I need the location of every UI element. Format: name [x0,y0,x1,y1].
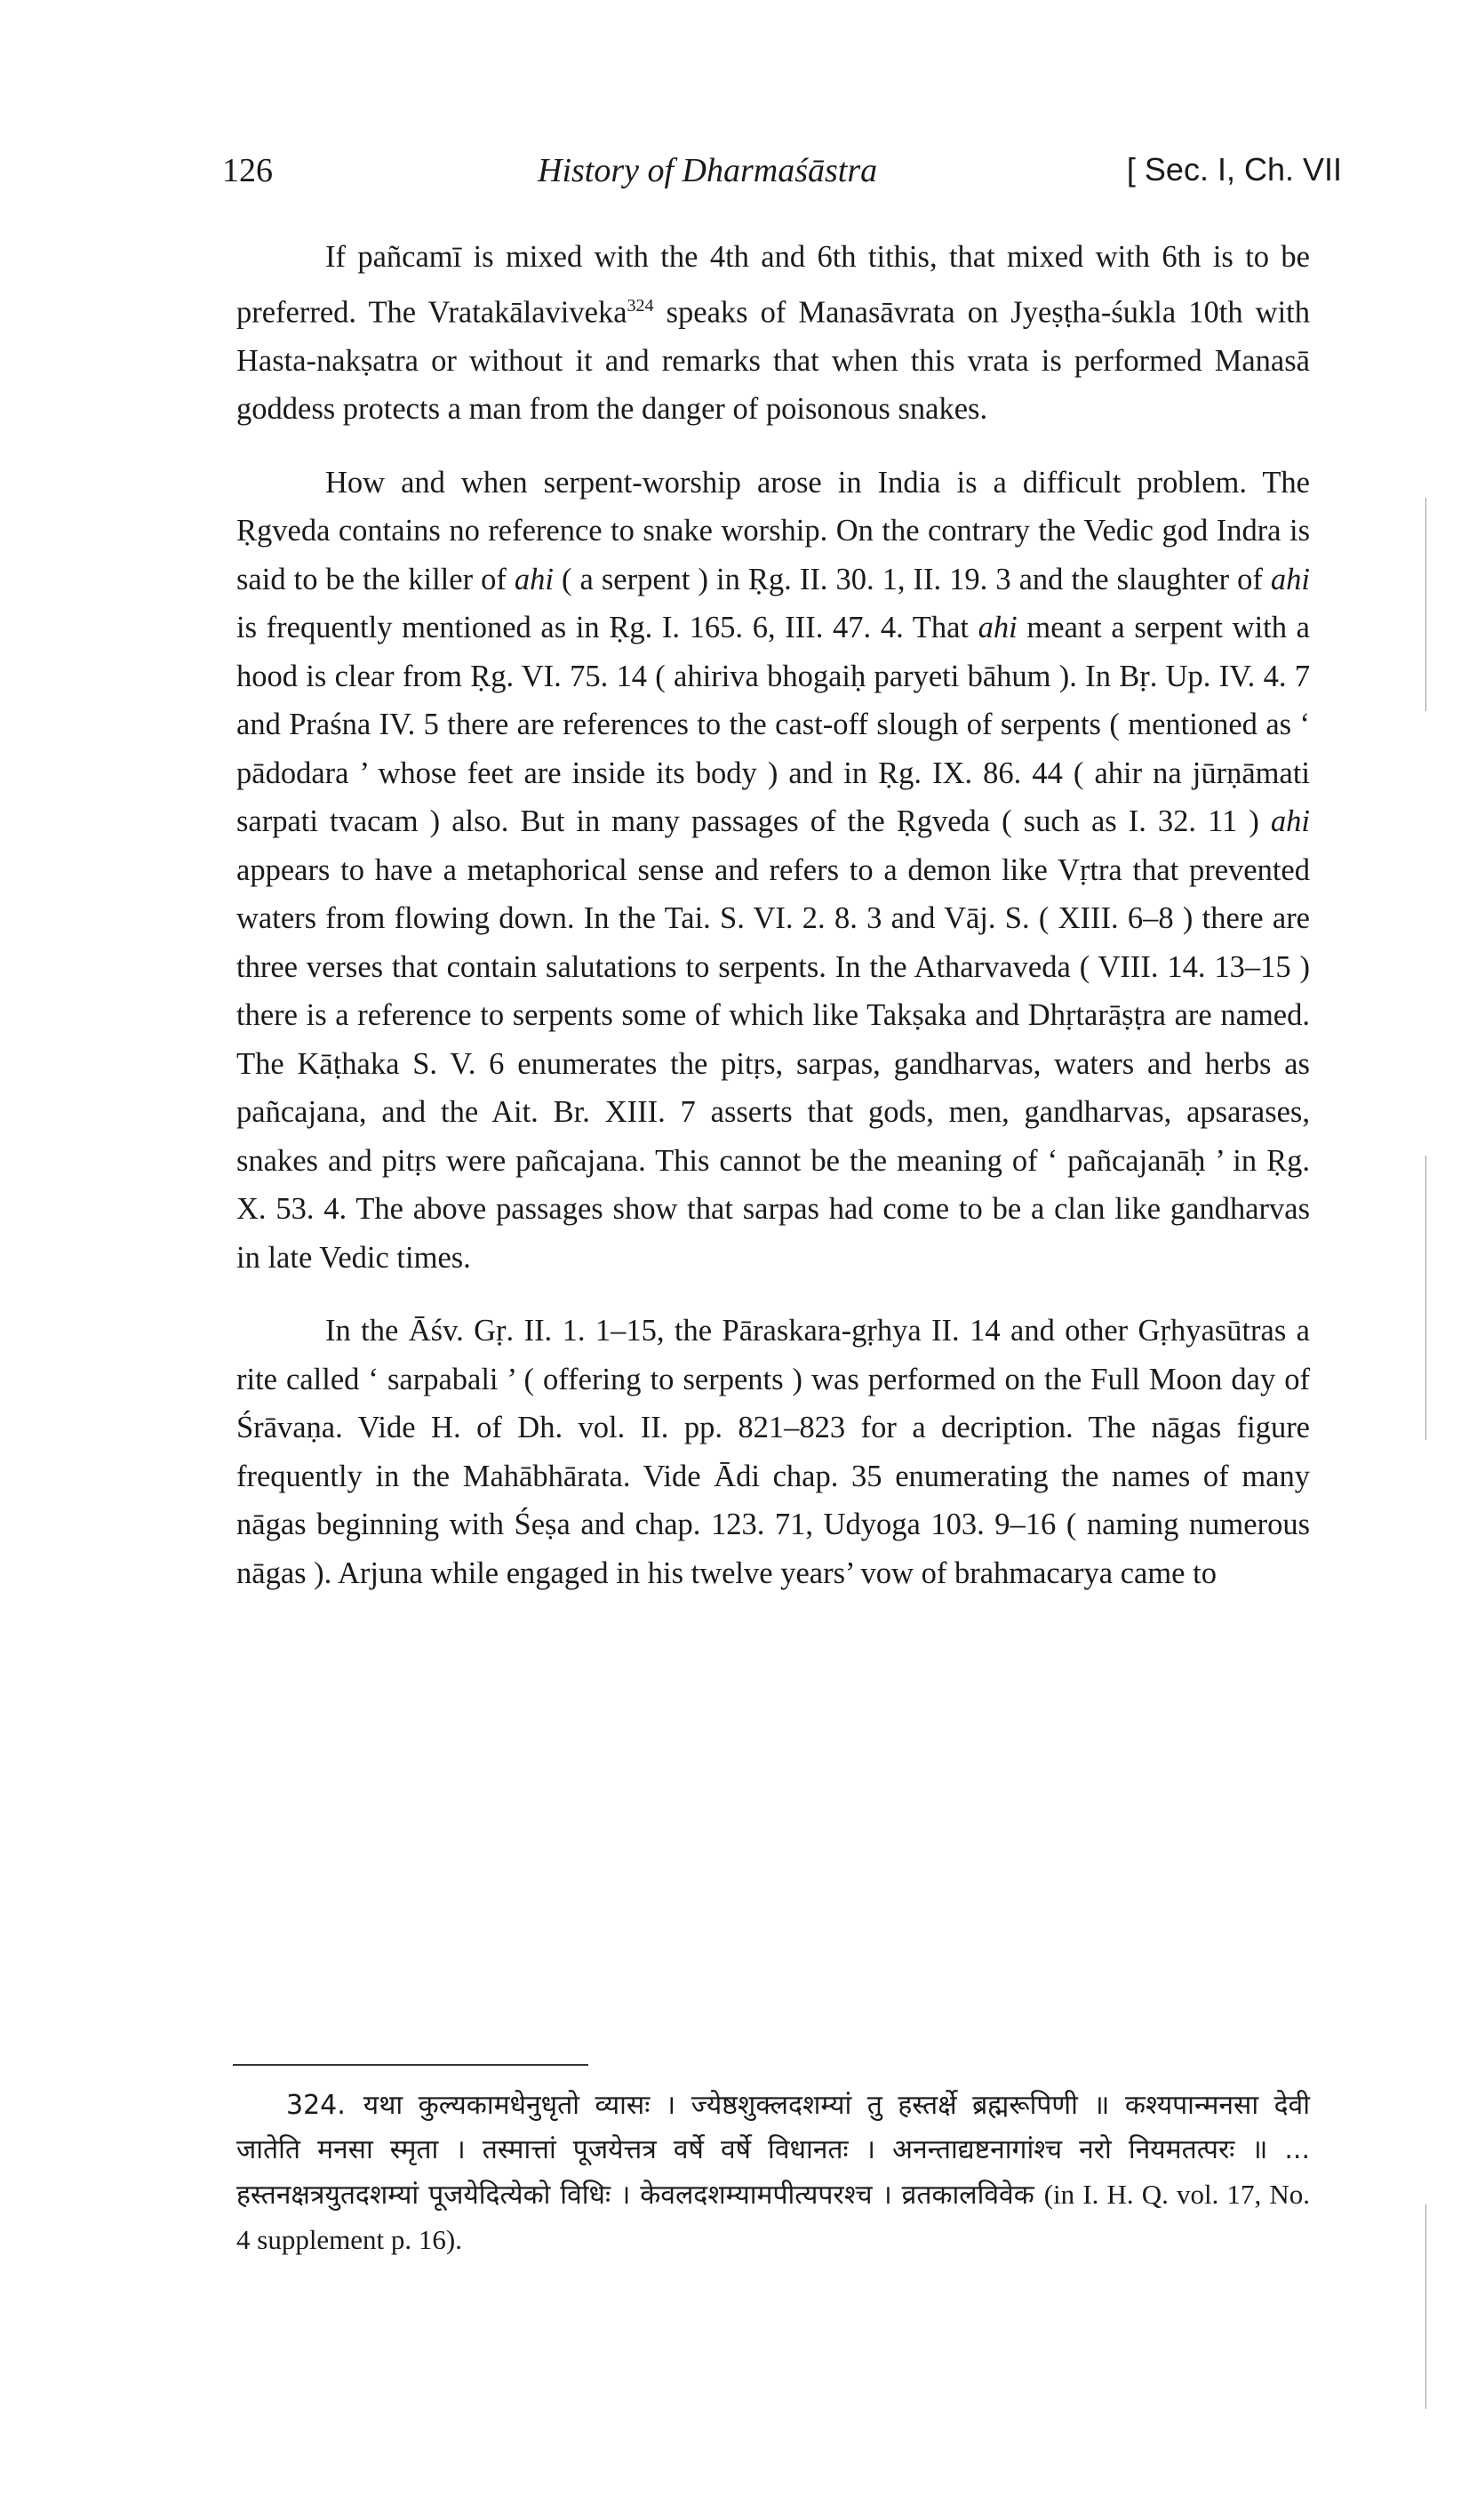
scan-edge-line [1425,2204,1426,2409]
footnote-marker: 324 [627,295,654,316]
footnote [236,2084,1310,2263]
running-title: History of Dharmaśāstra [538,152,878,189]
scan-edge-line [1425,498,1426,711]
footnote-number: 324. [286,2090,346,2121]
footnote-divider [233,2064,588,2066]
running-header [222,151,1342,204]
footnote-sanskrit-text: यथा कुल्यकामधेनुधृतो व्यासः । ज्येष्ठशुक्लदशम्यां तु हस्तर्क्षे ब्रह्मरूपिणी ॥ कश्यपान्मनसा देवी जातेति मनसा स्मृता । तस्मात्तां पूजयेत्तत्र वर्षे वर्षे विधानतः । अनन्ताद्यष्टनागांश्च नरो नियमतत्परः ॥ ... हस्तनक्षत्रयुतदशम्यां पूजयेदित्येको विधिः । केवलदशम्यामपीत्यपरश्च । व्रतकालविवेक [236,2090,1310,2211]
page-number: 126 [222,152,273,189]
section-label: [ Sec. I, Ch. VII [1126,151,1342,188]
body-text [236,233,1310,1622]
paragraph-2: How and when serpent-worship arose in India is a difficult problem. The Ṛgveda contains no reference to snake worship. On the contrary the Vedic god Indra is said to be the killer of ahi ( a serpent ) in Ṛg. II. 30. 1, II. 19. 3 and the slaughter of ahi is frequently mentioned as in Ṛg. I. 165. 6, III. 47. 4. That ahi meant a serpent with a hood is clear from Ṛg. VI. 75. 14 ( ahiriva bhogaiḥ paryeti bāhum ). In Bṛ. Up. IV. 4. 7 and Praśna IV. 5 there are references to the cast-off slough of serpents ( mentioned as ‘ pādodara ’ whose feet are inside its body ) and in Ṛg. IX. 86. 44 ( ahir na jūrṇāmati sarpati tvacam ) also. But in many passages of the Ṛgveda ( such as I. 32. 11 ) ahi appears to have a metaphorical sense and refers to a demon like Vṛtra that prevented waters from flowing down. In the Tai. S. VI. 2. 8. 3 and Vāj. S. ( XIII. 6–8 ) there are three verses that contain salutations to serpents. In the Atharvaveda ( VIII. 14. 13–15 ) there is a reference to serpents some of which like Takṣaka and Dhṛtarāṣṭra are named. The Kāṭhaka S. V. 6 enumerates the pitṛs, sarpas, gandharvas, waters and herbs as pañcajana, and the Ait. Br. XIII. 7 asserts that gods, men, gandharvas, apsarases, snakes and pitṛs were pañcajana. This cannot be the meaning of ‘ pañcajanāḥ ’ in Ṛg. X. 53. 4. The above passages show that sarpas had come to be a clan like gandharvas in late Vedic times. [236,465,1310,1275]
scan-edge-line [1425,1156,1426,1440]
paragraph-3: In the Āśv. Gṛ. II. 1. 1–15, the Pāraskara-gṛhya II. 14 and other Gṛhyasūtras a rite called ‘ sarpabali ’ ( offering to serpents ) was performed on the Full Moon day of Śrāvaṇa. Vide H. of Dh. vol. II. pp. 821–823 for a decription. The nāgas figure frequently in the Mahābhārata. Vide Ādi chap. 35 enumerating the names of many nāgas beginning with Śeṣa and chap. 123. 71, Udyoga 103. 9–16 ( naming numerous nāgas ). Arjuna while engaged in his twelve years’ vow of brahmacarya came to [236,1314,1310,1590]
paragraph-1: If pañcamī is mixed with the 4th and 6th tithis, that mixed with 6th is to be preferred. The Vratakālaviveka$^{324}$ speaks of Manasāvrata on Jyeṣṭha-śukla 10th with Hasta-nakṣatra or without it and remarks that when this vrata is performed Manasā goddess protects a man from the danger of poisonous snakes. [236,240,1310,426]
footnote-reference: (in I. H. Q. vol. 17, No. 4 supplement p. 16). [236,2179,1310,2255]
